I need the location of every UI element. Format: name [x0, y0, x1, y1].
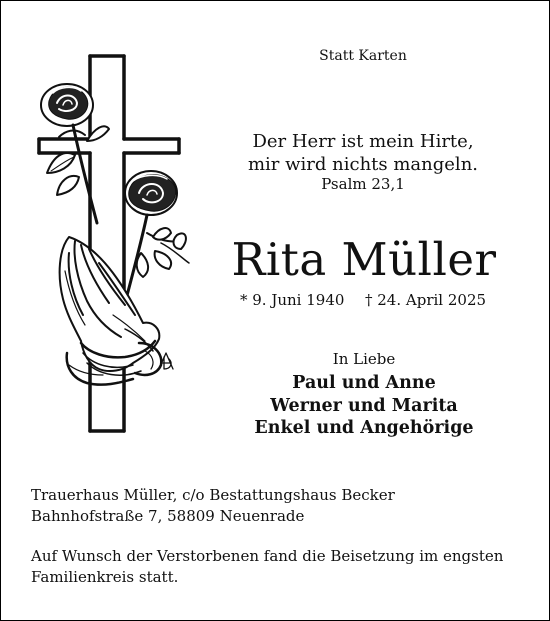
mourner-name: Werner und Marita: [270, 396, 458, 416]
cross-roses-praying-hands-icon: [29, 53, 199, 438]
verse-line-2: mir wird nichts mangeln.: [247, 154, 479, 175]
in-liebe-label: In Liebe: [332, 350, 396, 368]
verse-reference: Psalm 23,1: [321, 175, 405, 193]
mourner-name: Enkel und Angehörige: [254, 418, 474, 438]
notice-line-2: Familienkreis statt.: [31, 568, 179, 586]
death-date: † 24. April 2025: [365, 291, 487, 309]
mourner-name: Paul und Anne: [292, 373, 436, 393]
statt-karten-label: Statt Karten: [319, 48, 407, 64]
rose-icon: [125, 171, 189, 303]
verse-line-1: Der Herr ist mein Hirte,: [252, 131, 474, 152]
address-line-1: Trauerhaus Müller, c/o Bestattungshaus Becker: [31, 486, 395, 504]
birth-date: * 9. Juni 1940: [240, 291, 345, 309]
notice-line-1: Auf Wunsch der Verstorbenen fand die Beisetzung im engsten: [31, 547, 504, 565]
address-line-2: Bahnhofstraße 7, 58809 Neuenrade: [31, 507, 305, 525]
deceased-name: Rita Müller: [231, 233, 497, 286]
